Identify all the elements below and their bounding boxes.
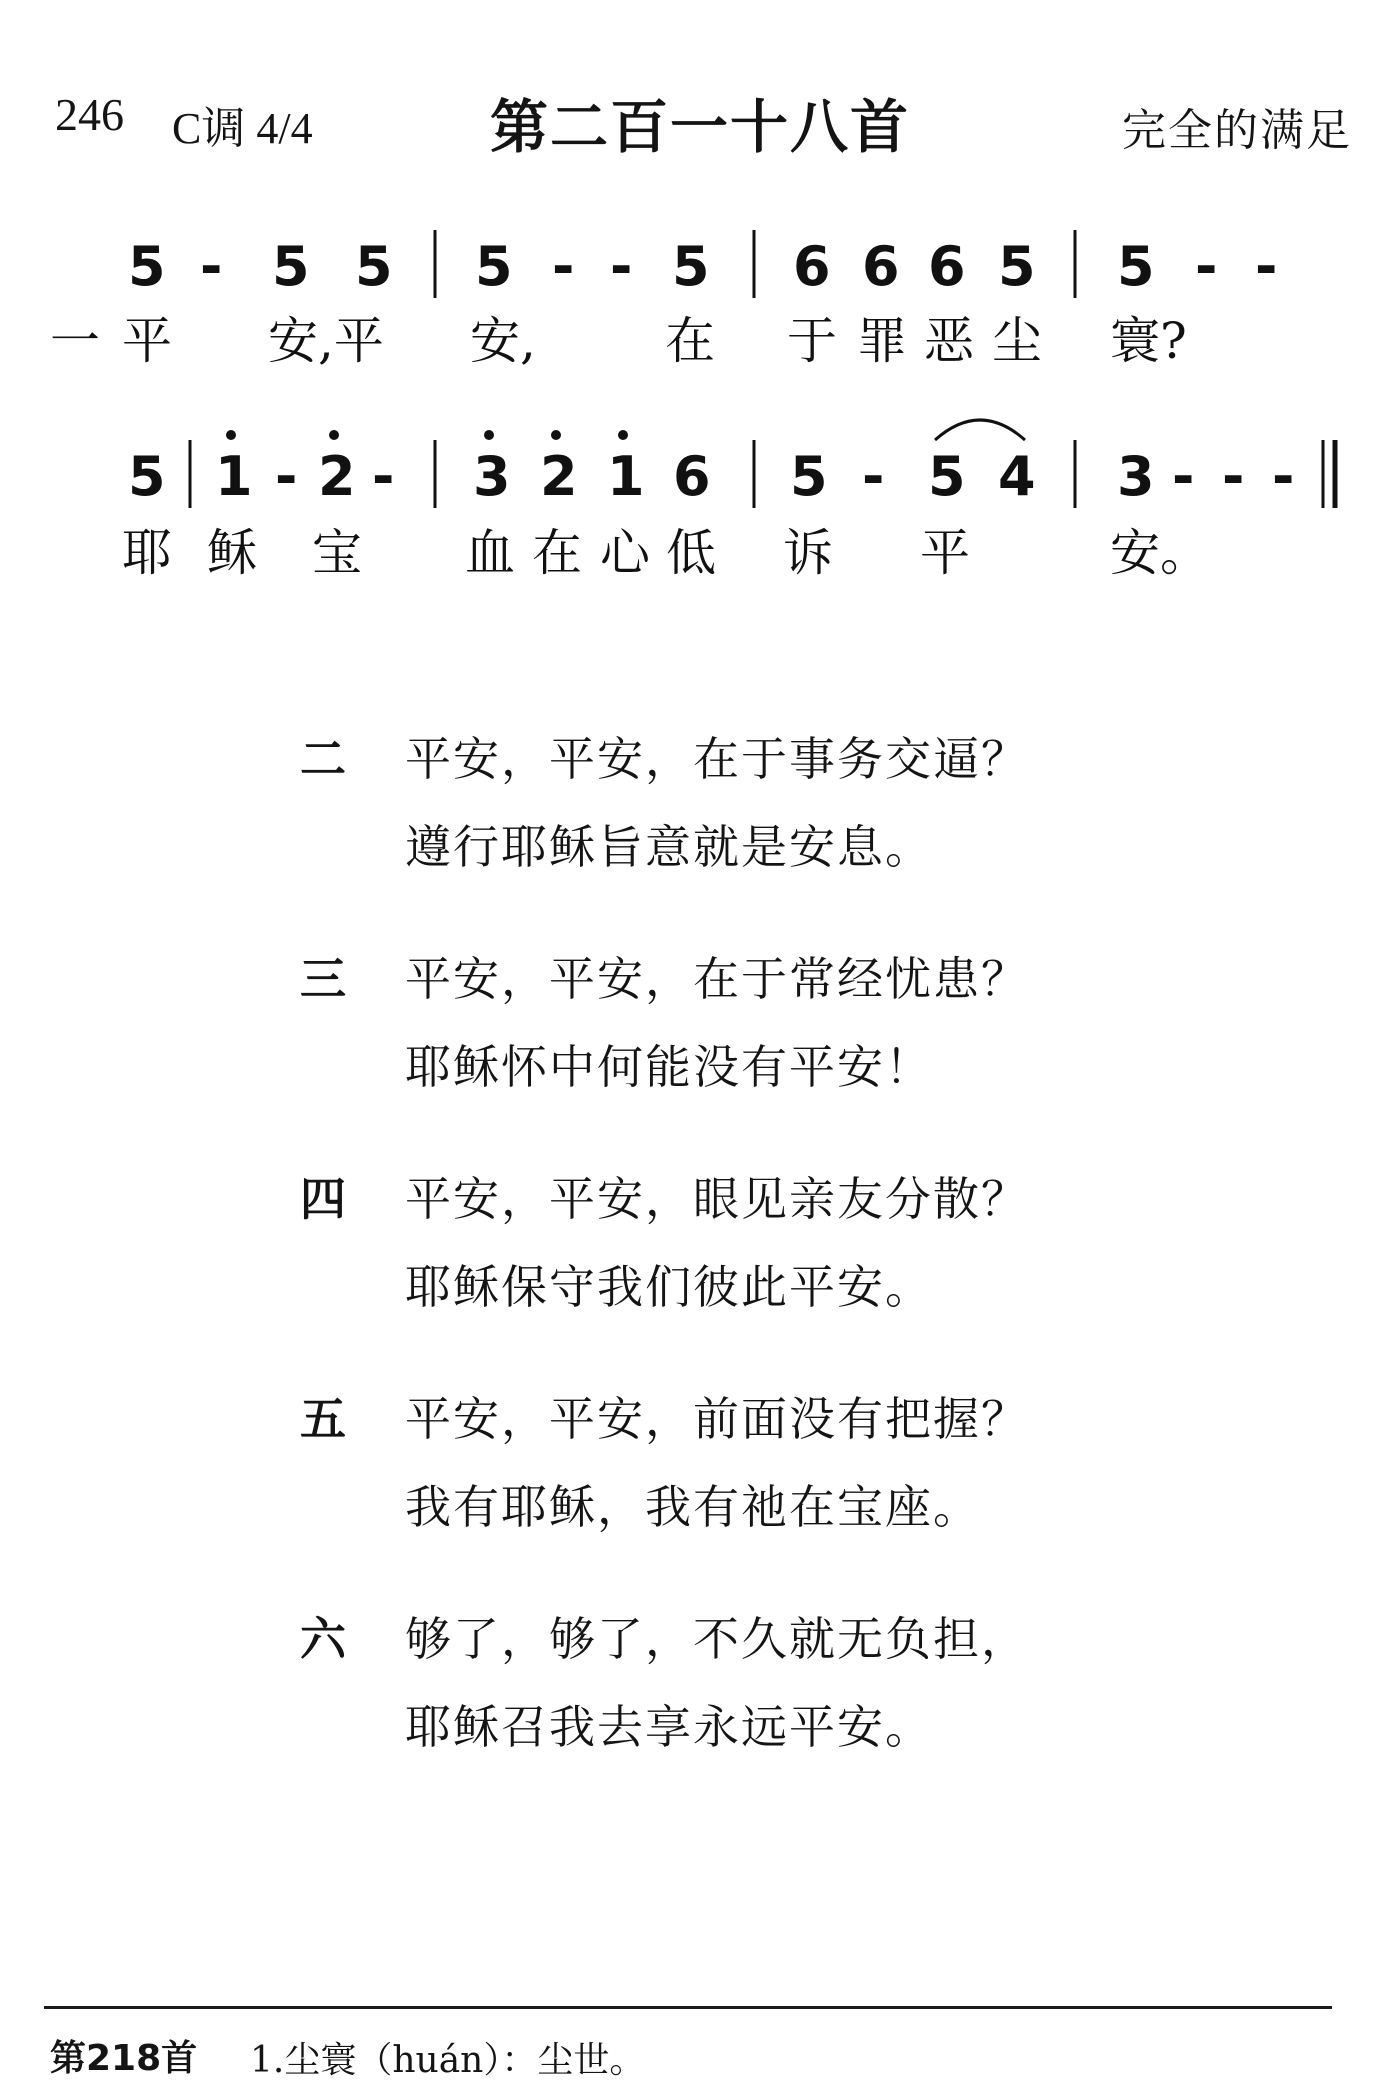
note: 5 — [272, 235, 310, 298]
verse-number: 六 — [300, 1612, 346, 1666]
verse-number: 二 — [300, 732, 346, 786]
lyric: 安。 — [1110, 524, 1210, 582]
hymn-title: 第二百一十八首 — [489, 93, 910, 161]
note: 6 — [862, 235, 900, 298]
lyric: 在 — [665, 312, 715, 370]
lyric: 一 — [50, 312, 100, 370]
score-line-2-notes — [128, 445, 1294, 508]
lyric: 平 — [920, 524, 970, 582]
slur — [935, 420, 1025, 440]
note: 6 — [793, 235, 831, 298]
dash: - — [372, 445, 395, 508]
note: 3 — [473, 445, 511, 508]
note: 5 — [128, 445, 166, 508]
dash: - — [610, 235, 633, 298]
verse-line: 平安，平安，在于事务交逼？ — [405, 732, 1029, 786]
verse-number: 五 — [300, 1392, 346, 1446]
score-line-2-barlines — [190, 440, 1335, 508]
dash: - — [1195, 235, 1218, 298]
lyric: 寰? — [1110, 312, 1187, 370]
verse-line: 平安，平安，在于常经忧患？ — [405, 952, 1029, 1006]
footnote-text: 1.尘寰（huán）：尘世。 — [250, 2040, 646, 2081]
octave-dot — [551, 430, 561, 440]
lyric: 宝 — [312, 524, 362, 582]
note: 5 — [790, 445, 828, 508]
footnote-label: 第218首 — [50, 2038, 198, 2079]
hymn-subtitle: 完全的满足 — [1122, 105, 1352, 156]
note: 5 — [998, 235, 1036, 298]
note: 4 — [998, 445, 1036, 508]
octave-dots — [226, 430, 628, 440]
verse-line: 耶稣怀中何能没有平安！ — [405, 1040, 933, 1094]
note: 5 — [1117, 235, 1155, 298]
dash: - — [552, 235, 575, 298]
octave-dot — [618, 430, 628, 440]
note: 3 — [1117, 445, 1155, 508]
lyric: 耶 — [122, 524, 172, 582]
lyric: 低 — [666, 524, 716, 582]
octave-dot — [329, 430, 339, 440]
verse-line: 平安，平安，眼见亲友分散？ — [405, 1172, 1029, 1226]
dash: - — [1255, 235, 1278, 298]
verse-line: 够了，够了，不久就无负担， — [405, 1612, 1029, 1666]
dash: - — [1272, 445, 1295, 508]
note: 1 — [607, 445, 645, 508]
lyric: 罪 — [857, 312, 907, 370]
score-line-1-barlines — [435, 230, 1075, 298]
lyric: 诉 — [783, 524, 833, 582]
lyric: 尘 — [992, 312, 1042, 370]
dash: - — [275, 445, 298, 508]
note: 1 — [215, 445, 253, 508]
score-line-2-lyrics — [122, 524, 1210, 582]
lyric: 恶 — [924, 312, 974, 370]
verse-line: 耶稣保守我们彼此平安。 — [405, 1260, 933, 1314]
verse-line: 平安，平安，前面没有把握？ — [405, 1392, 1029, 1446]
verse-number: 三 — [300, 952, 346, 1006]
footnote-divider — [44, 2006, 1332, 2009]
verse-number: 四 — [300, 1172, 346, 1226]
note: 2 — [540, 445, 578, 508]
verse-line: 我有耶稣，我有祂在宝座。 — [405, 1480, 981, 1534]
octave-dot — [484, 430, 494, 440]
score-line-1-lyrics — [50, 312, 1187, 370]
verse-line: 耶稣召我去享永远平安。 — [405, 1700, 933, 1754]
lyric: 安, — [470, 312, 536, 370]
lyric: 血 — [465, 524, 515, 582]
note: 6 — [928, 235, 966, 298]
lyric: 安,平 — [268, 312, 384, 370]
octave-dot — [226, 430, 236, 440]
note: 5 — [355, 235, 393, 298]
dash: - — [862, 445, 885, 508]
dash: - — [1222, 445, 1245, 508]
score-line-1-notes — [128, 235, 1277, 298]
lyric: 稣 — [207, 524, 257, 582]
note: 2 — [318, 445, 356, 508]
lyric: 心 — [600, 524, 650, 582]
note: 5 — [928, 445, 966, 508]
note: 5 — [672, 235, 710, 298]
jianpu-score — [0, 0, 1400, 620]
verse-line: 遵行耶稣旨意就是安息。 — [405, 820, 933, 874]
note: 5 — [475, 235, 513, 298]
dash: - — [1172, 445, 1195, 508]
dash: - — [200, 235, 223, 298]
key-and-time-signature: C调 4/4 — [172, 104, 313, 153]
lyric: 于 — [787, 312, 837, 370]
note: 6 — [673, 445, 711, 508]
page-number: 246 — [55, 89, 124, 140]
lyric: 在 — [532, 524, 582, 582]
note: 5 — [128, 235, 166, 298]
lyric: 平 — [122, 312, 172, 370]
